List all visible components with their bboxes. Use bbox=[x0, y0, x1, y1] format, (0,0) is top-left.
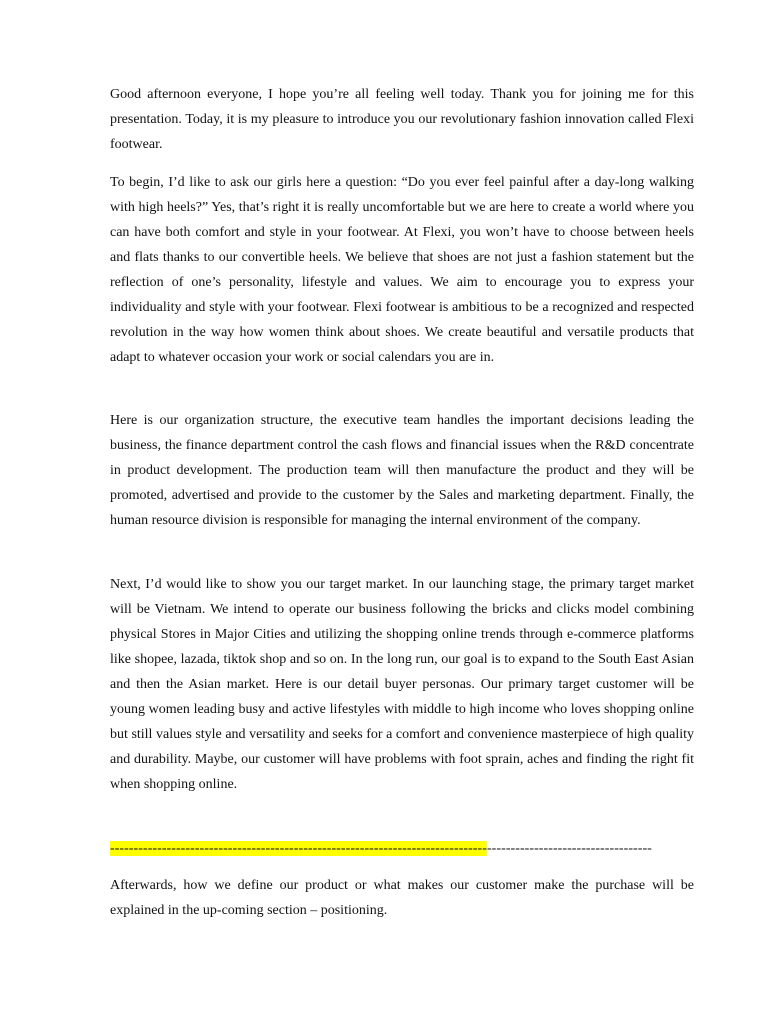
paragraph-target-market: Next, I’d would like to show you our target market. In our launching stage, the primary target market will be Vietnam. We intend to operate our business following the bricks and clicks model combining physical Stores in Major Cities and utilizing the shopping online trends through e-commerce platforms like shopee, lazada, tiktok shop and so on. In the long run, our goal is to expand to the South East Asian and then the Asian market. Here is our detail buyer personas. Our primary target customer will be young women leading busy and active lifestyles with middle to high income who loves shopping online but still values style and versatility and seeks for a comfort and convenience masterpiece of high quality and durability. Maybe, our customer will have problems with foot sprain, aches and finding the right fit when shopping online. bbox=[110, 577, 694, 792]
paragraph-positioning-transition: Afterwards, how we define our product or what makes our customer make the purchase will be explained in the up-coming section – positioning. bbox=[110, 878, 694, 918]
separator-highlighted-part: -------------------------------------------------------------------------------- bbox=[110, 841, 487, 856]
paragraph-introduction: Good afternoon everyone, I hope you’re all feeling well today. Thank you for joining me for this presentation. Today, it is my pleasure to introduce you our revolutionary fashion innovation called Flexi footwear. bbox=[110, 87, 694, 152]
paragraph-organization-structure: Here is our organization structure, the executive team handles the important decisions leading the business, the finance department control the cash flows and financial issues when the R&D concentrate in product development. The production team will then manufacture the product and they will be promoted, advertised and provide to the customer by the Sales and marketing department. Finally, the human resource division is responsible for managing the internal environment of the company. bbox=[110, 413, 694, 528]
paragraph-brand-vision: To begin, I’d like to ask our girls here a question: “Do you ever feel painful after a day-long walking with high heels?” Yes, that’s right it is really uncomfortable but we are here to create a world where you can have both comfort and style in your footwear. At Flexi, you won’t have to choose between heels and flats thanks to our convertible heels. We believe that shoes are not just a fashion statement but the reflection of one’s personality, lifestyle and values. We aim to encourage you to express your individuality and style with your footwear. Flexi footwear is ambitious to be a recognized and respected revolution in the way how women think about shoes. We create beautiful and versatile products that adapt to whatever occasion your work or social calendars you are in. bbox=[110, 175, 694, 365]
separator-plain-part: ----------------------------------- bbox=[486, 841, 652, 856]
dashed-separator bbox=[110, 836, 694, 861]
